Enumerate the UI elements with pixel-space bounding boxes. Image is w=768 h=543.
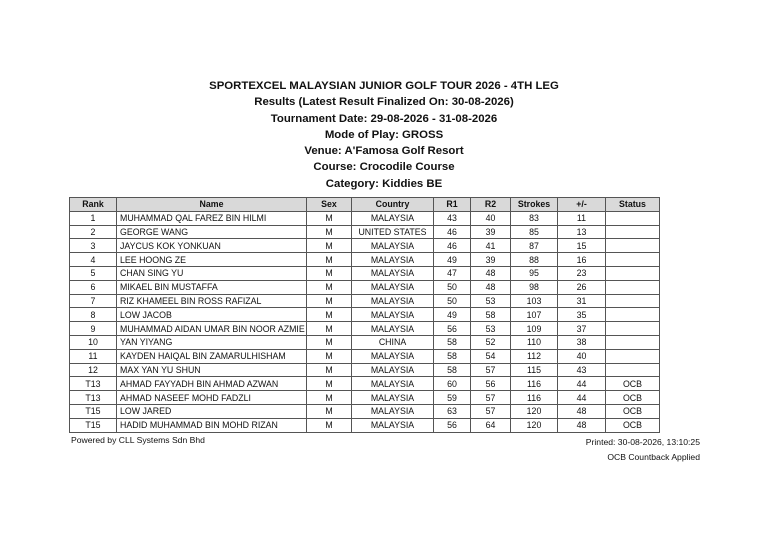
r2-cell: 39 bbox=[471, 253, 511, 267]
name-cell: MUHAMMAD AIDAN UMAR BIN NOOR AZMIE bbox=[117, 322, 307, 336]
rank-cell: 5 bbox=[70, 266, 117, 280]
rank-cell: 4 bbox=[70, 253, 117, 267]
strokes-cell: 85 bbox=[511, 225, 558, 239]
status-cell bbox=[606, 349, 660, 363]
report-title: SPORTEXCEL MALAYSIAN JUNIOR GOLF TOUR 2026 - 4TH LEG bbox=[209, 80, 559, 92]
plus-minus-cell: 37 bbox=[558, 322, 606, 336]
rank-cell: 7 bbox=[70, 294, 117, 308]
r2-cell: 40 bbox=[471, 211, 511, 225]
name-cell: RIZ KHAMEEL BIN ROSS RAFIZAL bbox=[117, 294, 307, 308]
sex-cell: M bbox=[307, 225, 352, 239]
strokes-cell: 109 bbox=[511, 322, 558, 336]
name-cell: MIKAEL BIN MUSTAFFA bbox=[117, 280, 307, 294]
rank-cell: 10 bbox=[70, 335, 117, 349]
sex-cell: M bbox=[307, 404, 352, 418]
table-row bbox=[70, 391, 660, 405]
status-cell bbox=[606, 363, 660, 377]
status-cell bbox=[606, 211, 660, 225]
venue-line: Venue: A'Famosa Golf Resort bbox=[304, 145, 464, 158]
table-row bbox=[70, 377, 660, 391]
col-header-sex: Sex bbox=[307, 198, 352, 212]
results-table bbox=[69, 197, 660, 433]
r2-cell: 58 bbox=[471, 308, 511, 322]
plus-minus-cell: 48 bbox=[558, 404, 606, 418]
table-row bbox=[70, 225, 660, 239]
r1-cell: 58 bbox=[434, 363, 471, 377]
strokes-cell: 120 bbox=[511, 418, 558, 432]
strokes-cell: 112 bbox=[511, 349, 558, 363]
strokes-cell: 87 bbox=[511, 239, 558, 253]
r1-cell: 56 bbox=[434, 418, 471, 432]
r2-cell: 54 bbox=[471, 349, 511, 363]
r1-cell: 58 bbox=[434, 349, 471, 363]
rank-cell: 12 bbox=[70, 363, 117, 377]
status-cell: OCB bbox=[606, 418, 660, 432]
plus-minus-cell: 26 bbox=[558, 280, 606, 294]
status-cell bbox=[606, 266, 660, 280]
name-cell: YAN YIYANG bbox=[117, 335, 307, 349]
plus-minus-cell: 44 bbox=[558, 377, 606, 391]
plus-minus-cell: 38 bbox=[558, 335, 606, 349]
rank-cell: 6 bbox=[70, 280, 117, 294]
table-row bbox=[70, 253, 660, 267]
status-cell bbox=[606, 322, 660, 336]
powered-by-text: Powered by CLL Systems Sdn Bhd bbox=[71, 435, 205, 445]
r1-cell: 49 bbox=[434, 253, 471, 267]
plus-minus-cell: 15 bbox=[558, 239, 606, 253]
col-header-r2: R2 bbox=[471, 198, 511, 212]
r1-cell: 58 bbox=[434, 335, 471, 349]
r2-cell: 39 bbox=[471, 225, 511, 239]
plus-minus-cell: 31 bbox=[558, 294, 606, 308]
country-cell: MALAYSIA bbox=[352, 349, 434, 363]
country-cell: MALAYSIA bbox=[352, 322, 434, 336]
r2-cell: 48 bbox=[471, 280, 511, 294]
name-cell: MUHAMMAD QAL FAREZ BIN HILMI bbox=[117, 211, 307, 225]
country-cell: MALAYSIA bbox=[352, 239, 434, 253]
country-cell: MALAYSIA bbox=[352, 377, 434, 391]
col-header-plus-minus: +/- bbox=[558, 198, 606, 212]
rank-cell: 1 bbox=[70, 211, 117, 225]
sex-cell: M bbox=[307, 266, 352, 280]
country-cell: UNITED STATES bbox=[352, 225, 434, 239]
country-cell: MALAYSIA bbox=[352, 211, 434, 225]
course-line: Course: Crocodile Course bbox=[313, 161, 455, 174]
status-cell: OCB bbox=[606, 377, 660, 391]
col-header-name: Name bbox=[117, 198, 307, 212]
country-cell: MALAYSIA bbox=[352, 294, 434, 308]
sex-cell: M bbox=[307, 363, 352, 377]
sex-cell: M bbox=[307, 294, 352, 308]
country-cell: MALAYSIA bbox=[352, 308, 434, 322]
name-cell: AHMAD FAYYADH BIN AHMAD AZWAN bbox=[117, 377, 307, 391]
r1-cell: 50 bbox=[434, 280, 471, 294]
results-table-body bbox=[70, 211, 660, 432]
sex-cell: M bbox=[307, 391, 352, 405]
r2-cell: 53 bbox=[471, 322, 511, 336]
col-header-rank: Rank bbox=[70, 198, 117, 212]
strokes-cell: 120 bbox=[511, 404, 558, 418]
sex-cell: M bbox=[307, 239, 352, 253]
status-cell bbox=[606, 239, 660, 253]
col-header-country: Country bbox=[352, 198, 434, 212]
status-cell: OCB bbox=[606, 391, 660, 405]
r1-cell: 46 bbox=[434, 225, 471, 239]
mode-of-play-line: Mode of Play: GROSS bbox=[324, 128, 444, 141]
name-cell: KAYDEN HAIQAL BIN ZAMARULHISHAM bbox=[117, 349, 307, 363]
results-finalized-line: Results (Latest Result Finalized On: 30-08-2026) bbox=[254, 96, 514, 109]
r1-cell: 46 bbox=[434, 239, 471, 253]
strokes-cell: 115 bbox=[511, 363, 558, 377]
table-row bbox=[70, 266, 660, 280]
name-cell: LOW JARED bbox=[117, 404, 307, 418]
name-cell: HADID MUHAMMAD BIN MOHD RIZAN bbox=[117, 418, 307, 432]
r1-cell: 56 bbox=[434, 322, 471, 336]
report-header bbox=[0, 78, 768, 192]
footer-right-block bbox=[586, 435, 700, 465]
strokes-cell: 83 bbox=[511, 211, 558, 225]
status-cell bbox=[606, 280, 660, 294]
r2-cell: 56 bbox=[471, 377, 511, 391]
table-row bbox=[70, 335, 660, 349]
name-cell: MAX YAN YU SHUN bbox=[117, 363, 307, 377]
r2-cell: 41 bbox=[471, 239, 511, 253]
plus-minus-cell: 23 bbox=[558, 266, 606, 280]
strokes-cell: 107 bbox=[511, 308, 558, 322]
tournament-date-line: Tournament Date: 29-08-2026 - 31-08-2026 bbox=[270, 112, 498, 125]
table-row bbox=[70, 363, 660, 377]
r2-cell: 57 bbox=[471, 363, 511, 377]
r1-cell: 43 bbox=[434, 211, 471, 225]
status-cell bbox=[606, 294, 660, 308]
plus-minus-cell: 43 bbox=[558, 363, 606, 377]
strokes-cell: 116 bbox=[511, 377, 558, 391]
table-row bbox=[70, 404, 660, 418]
sex-cell: M bbox=[307, 253, 352, 267]
r2-cell: 52 bbox=[471, 335, 511, 349]
table-row bbox=[70, 418, 660, 432]
r1-cell: 63 bbox=[434, 404, 471, 418]
r2-cell: 57 bbox=[471, 404, 511, 418]
r2-cell: 64 bbox=[471, 418, 511, 432]
sex-cell: M bbox=[307, 377, 352, 391]
rank-cell: 3 bbox=[70, 239, 117, 253]
name-cell: JAYCUS KOK YONKUAN bbox=[117, 239, 307, 253]
sex-cell: M bbox=[307, 308, 352, 322]
plus-minus-cell: 13 bbox=[558, 225, 606, 239]
strokes-cell: 116 bbox=[511, 391, 558, 405]
country-cell: MALAYSIA bbox=[352, 363, 434, 377]
plus-minus-cell: 35 bbox=[558, 308, 606, 322]
table-row bbox=[70, 211, 660, 225]
status-cell bbox=[606, 335, 660, 349]
col-header-status: Status bbox=[606, 198, 660, 212]
country-cell: MALAYSIA bbox=[352, 266, 434, 280]
rank-cell: T15 bbox=[70, 418, 117, 432]
name-cell: CHAN SING YU bbox=[117, 266, 307, 280]
country-cell: MALAYSIA bbox=[352, 253, 434, 267]
sex-cell: M bbox=[307, 335, 352, 349]
rank-cell: T15 bbox=[70, 404, 117, 418]
status-cell bbox=[606, 253, 660, 267]
strokes-cell: 110 bbox=[511, 335, 558, 349]
table-row bbox=[70, 294, 660, 308]
col-header-strokes: Strokes bbox=[511, 198, 558, 212]
country-cell: MALAYSIA bbox=[352, 280, 434, 294]
country-cell: MALAYSIA bbox=[352, 418, 434, 432]
table-row bbox=[70, 308, 660, 322]
strokes-cell: 98 bbox=[511, 280, 558, 294]
rank-cell: 8 bbox=[70, 308, 117, 322]
sex-cell: M bbox=[307, 349, 352, 363]
plus-minus-cell: 44 bbox=[558, 391, 606, 405]
table-header-row bbox=[70, 198, 660, 212]
sex-cell: M bbox=[307, 211, 352, 225]
plus-minus-cell: 11 bbox=[558, 211, 606, 225]
status-cell bbox=[606, 225, 660, 239]
status-cell: OCB bbox=[606, 404, 660, 418]
table-row bbox=[70, 349, 660, 363]
category-line: Category: Kiddies BE bbox=[325, 177, 443, 190]
sex-cell: M bbox=[307, 280, 352, 294]
r2-cell: 53 bbox=[471, 294, 511, 308]
col-header-r1: R1 bbox=[434, 198, 471, 212]
r1-cell: 49 bbox=[434, 308, 471, 322]
strokes-cell: 95 bbox=[511, 266, 558, 280]
r2-cell: 48 bbox=[471, 266, 511, 280]
country-cell: MALAYSIA bbox=[352, 391, 434, 405]
r1-cell: 59 bbox=[434, 391, 471, 405]
r1-cell: 60 bbox=[434, 377, 471, 391]
table-row bbox=[70, 322, 660, 336]
sex-cell: M bbox=[307, 418, 352, 432]
table-row bbox=[70, 239, 660, 253]
country-cell: CHINA bbox=[352, 335, 434, 349]
plus-minus-cell: 40 bbox=[558, 349, 606, 363]
printed-timestamp: Printed: 30-08-2026, 13:10:25 bbox=[585, 437, 700, 447]
r1-cell: 47 bbox=[434, 266, 471, 280]
country-cell: MALAYSIA bbox=[352, 404, 434, 418]
name-cell: LOW JACOB bbox=[117, 308, 307, 322]
strokes-cell: 88 bbox=[511, 253, 558, 267]
rank-cell: T13 bbox=[70, 391, 117, 405]
rank-cell: 9 bbox=[70, 322, 117, 336]
rank-cell: 11 bbox=[70, 349, 117, 363]
rank-cell: T13 bbox=[70, 377, 117, 391]
sex-cell: M bbox=[307, 322, 352, 336]
rank-cell: 2 bbox=[70, 225, 117, 239]
plus-minus-cell: 48 bbox=[558, 418, 606, 432]
status-cell bbox=[606, 308, 660, 322]
name-cell: AHMAD NASEEF MOHD FADZLI bbox=[117, 391, 307, 405]
strokes-cell: 103 bbox=[511, 294, 558, 308]
plus-minus-cell: 16 bbox=[558, 253, 606, 267]
r1-cell: 50 bbox=[434, 294, 471, 308]
name-cell: LEE HOONG ZE bbox=[117, 253, 307, 267]
table-row bbox=[70, 280, 660, 294]
countback-note: OCB Countback Applied bbox=[607, 452, 700, 462]
name-cell: GEORGE WANG bbox=[117, 225, 307, 239]
r2-cell: 57 bbox=[471, 391, 511, 405]
